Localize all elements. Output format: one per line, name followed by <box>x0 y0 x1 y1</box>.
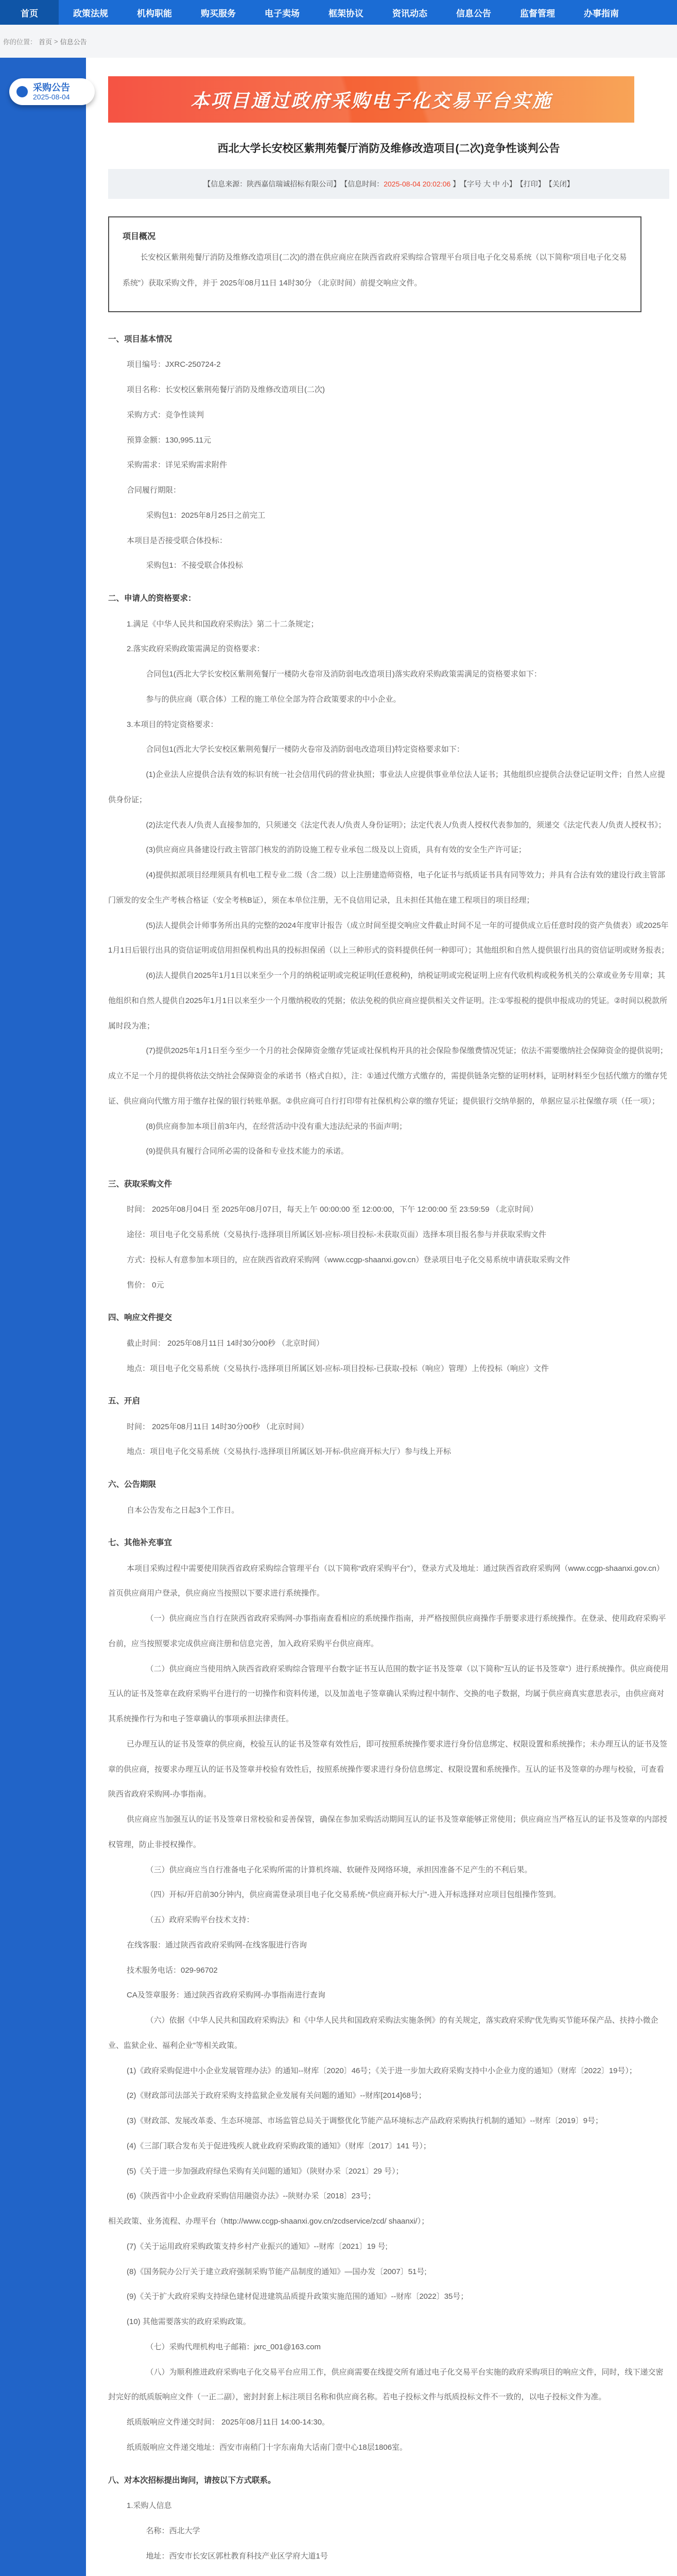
article-paragraph: 采购包1：不接受联合体投标 <box>146 561 243 570</box>
article-paragraph: 地点：项目电子化交易系统（交易执行-选择项目所属区划-开标-供应商开标大厅）参与线上开标 <box>127 1447 451 1456</box>
article-paragraph: (5)《关于进一步加强政府绿色采购有关问题的通知》（陕财办采〔2021〕29 号）； <box>127 2166 404 2176</box>
nav-item-9[interactable]: 监督管理 <box>520 8 555 19</box>
meta-bar <box>108 169 669 199</box>
article-paragraph: 名称：西北大学 <box>146 2526 200 2535</box>
nav-item-7[interactable]: 资讯动态 <box>392 8 427 19</box>
article-paragraph: (8)供应商参加本项目前3年内，在经营活动中没有重大违法纪录的书面声明； <box>146 1122 407 1131</box>
article-paragraph: 时间： 2025年08月04日 至 2025年08月07日，每天上午 00:00:00 至 12:00:00，下午 12:00:00 至 23:59:59 （北京时间） <box>127 1205 538 1214</box>
article-paragraph: （一）供应商应当自行在陕西省政府采购网-办事指南查看相应的系统操作指南，并严格按照供应商操作手册要求进行系统操作。在登录、使用政府采购平台前，应当按照要求完成供应商注册和信息完善，加入政府采购平台供应商库。 <box>108 1614 666 1648</box>
article-paragraph: (2)《财政部司法部关于政府采购支持监狱企业发展有关问题的通知》--财库[2014]68号； <box>127 2091 426 2100</box>
article-paragraph: （八）为顺利推进政府采购电子化交易平台应用工作，供应商需要在线提交所有通过电子化交易平台实施的政府采购项目的响应文件，同时，线下递交密封完好的纸质版响应文件（一正二副），密封封套上标注项目名称和供应商名称。若电子投标文件与纸质投标文件不一致的，以电子投标文件为准。 <box>108 2367 664 2402</box>
article-paragraph: 1.采购人信息 <box>127 2501 172 2510</box>
article-paragraph: (9)《关于扩大政府采购支持绿色建材促进建筑品质提升政策实施范围的通知》--财库〔2022〕35号； <box>127 2292 468 2301</box>
sidebar-category-pill[interactable] <box>9 78 95 105</box>
close-button[interactable]: 【关闭】 <box>545 180 574 188</box>
article-paragraph: 售价： 0元 <box>127 1280 164 1290</box>
article-paragraph: 供应商应当加强互认的证书及签章日常校验和妥善保管，确保在参加采购活动期间互认的证书及签章能够正常使用；供应商应当严格互认的证书及签章的内部授权管理，防止非授权操作。 <box>108 1815 668 1849</box>
nav-item-2[interactable]: 政策法规 <box>73 8 108 19</box>
bullet-dot-icon <box>16 86 28 97</box>
nav-item-4[interactable]: 购买服务 <box>201 8 236 19</box>
nav-item-8[interactable]: 信息公告 <box>456 8 491 19</box>
article-paragraph: 自本公告发布之日起3个工作日。 <box>127 1505 239 1515</box>
nav-item-6[interactable]: 框架协议 <box>328 8 363 19</box>
article-paragraph: 采购方式：竞争性谈判 <box>127 410 204 419</box>
article-paragraph: 时间： 2025年08月11日 14时30分00秒 （北京时间） <box>127 1422 309 1431</box>
article-paragraph: (3)供应商应具备建设行政主管部门核发的消防设施工程专业承包二级及以上资质，具有有效的安全生产许可证； <box>146 845 526 855</box>
nav-item-1[interactable]: 首页 <box>0 0 59 25</box>
article-paragraph: (4)《三部门联合发布关于促进残疾人就业政府采购政策的通知》（财库〔2017〕141 号）； <box>127 2141 431 2150</box>
meta-time-label: 【信息时间： <box>340 180 384 188</box>
meta-time-close: 】 <box>450 180 460 188</box>
meta-source: 【信息来源：陕西嘉信瑞诚招标有限公司】 <box>203 180 341 188</box>
article-paragraph: 地点：项目电子化交易系统（交易执行-选择项目所属区划-应标-项目投标-已获取-投标（响应）管理）上传投标（响应）文件 <box>127 1364 549 1373</box>
article-paragraph: （七）采购代理机构电子邮箱：jxrc_001@163.com <box>146 2342 321 2351</box>
top-nav <box>0 0 677 25</box>
article-paragraph: CA及签章服务：通过陕西省政府采购网-办事指南进行查询 <box>127 1991 325 2000</box>
nav-item-10[interactable]: 办事指南 <box>584 8 619 19</box>
article-paragraph: （六）依据《中华人民共和国政府采购法》和《中华人民共和国政府采购法实施条例》的有关规定，落实政府采购“优先购买节能环保产品、扶持小微企业、监狱企业、福利企业”等相关政策。 <box>108 2016 658 2050</box>
nav-item-5[interactable]: 电子卖场 <box>265 8 300 19</box>
article-paragraph: 1.满足《中华人民共和国政府采购法》第二十二条规定； <box>127 619 319 629</box>
article-paragraph: (1)企业法人应提供合法有效的标识有统一社会信用代码的营业执照；事业法人应提供事业单位法人证书；其他组织应提供合法登记证明文件；自然人应提供身份证； <box>108 770 665 804</box>
article-paragraph: (7)《关于运用政府采购政策支持乡村产业振兴的通知》--财库〔2021〕19 号; <box>127 2242 388 2251</box>
article-paragraph: 2.落实政府采购政策需满足的资格要求： <box>127 645 265 654</box>
page-title: 西北大学长安校区紫荆苑餐厅消防及维修改造项目(二次)竞争性谈判公告 <box>217 143 560 155</box>
article-paragraph: 预算金额：130,995.11元 <box>127 435 211 445</box>
article-paragraph: (9)提供具有履行合同所必需的设备和专业技术能力的承诺。 <box>146 1147 349 1156</box>
article-paragraph: 截止时间： 2025年08月11日 14时30分00秒 （北京时间） <box>127 1338 324 1348</box>
project-overview-box <box>108 216 641 312</box>
article-paragraph: 方式：投标人有意参加本项目的，应在陕西省政府采购网（www.ccgp-shaanxi.gov.cn）登录项目电子化交易系统申请获取采购文件 <box>127 1255 570 1264</box>
meta-time-value: 2025-08-04 20:02:06 <box>384 180 451 188</box>
article-paragraph: 技术服务电话：029-96702 <box>127 1965 218 1975</box>
article-paragraph: (4)提供拟派项目经理须具有机电工程专业二级（含二级）以上注册建造师资格，电子化证书与纸质证书具有同等效力；并具有合法有效的建设行政主管部门颁发的安全生产考核合格证（安全考核B证），须在本单位注册，无不良信用记录，且未担任其他在建工程项目的项目经理； <box>108 871 665 905</box>
article-paragraph: 采购需求：详见采购需求附件 <box>127 461 228 470</box>
breadcrumb <box>0 25 677 58</box>
platform-banner <box>108 76 634 123</box>
article-paragraph: （三）供应商应当自行准备电子化采购所需的计算机终端、软硬件及网络环境，承担因准备不足产生的不利后果。 <box>146 1865 532 1874</box>
section-heading: 三、获取采购文件 <box>108 1180 172 1189</box>
article-paragraph: (3)《财政部、发展改革委、生态环境部、市场监管总局关于调整优化节能产品环境标志产品政府采购执行机制的通知》--财库〔2019〕9号； <box>127 2116 603 2126</box>
sidebar-category-label: 采购公告 <box>33 82 70 93</box>
breadcrumb-separator: > <box>54 37 58 45</box>
article-paragraph: 合同包1(西北大学长安校区紫荆苑餐厅一楼防火卷帘及消防弱电改造项目)特定资格要求如下： <box>146 745 464 754</box>
article-paragraph <box>108 2569 669 2576</box>
article-paragraph: 本项目是否接受联合体投标： <box>127 536 228 545</box>
announcement-article <box>108 327 669 2576</box>
article-paragraph: (6)法人提供自2025年1月1日以来至少一个月的纳税证明或完税证明(任意税种)，纳税证明或完税证明上应有代收机构或税务机关的公章或业务专用章；其他组织和自然人提供自2025年1月1日以来至少一个月缴纳税收的凭据；依法免税的供应商应提供相关文件证明。注:①零报税的提供申报成功的凭证。②时间以税款所属时段为准； <box>108 971 668 1030</box>
section-heading: 五、开启 <box>108 1397 141 1406</box>
article-paragraph: 相关政策、业务流程、办理平台（http://www.ccgp-shaanxi.gov.cn/zcdservice/zcd/ shaanxi/）； <box>108 2217 429 2226</box>
section-heading: 六、公告期限 <box>108 1480 157 1489</box>
section-heading: 七、其他补充事宜 <box>108 1538 172 1548</box>
article-paragraph: 合同包1(西北大学长安校区紫荆苑餐厅一楼防火卷帘及消防弱电改造项目)落实政府采购政策需满足的资格要求如下： <box>146 670 542 679</box>
article-paragraph: 纸质版响应文件递交时间： 2025年08月11日 14:00-14:30。 <box>127 2418 330 2427</box>
article-paragraph: 途径：项目电子化交易系统（交易执行-选择项目所属区划-应标-项目投标-未获取页面）选择本项目报名参与并获取采购文件 <box>127 1230 546 1240</box>
print-button[interactable]: 【打印】 <box>516 180 545 188</box>
nav-item-3[interactable]: 机构职能 <box>137 8 172 19</box>
project-overview-body: 长安校区紫荆苑餐厅消防及维修改造项目(二次)的潜在供应商应在陕西省政府采购综合管理平台项目电子化交易系统（以下简称“项目电子化交易系统”）获取采购文件，并于 2025年08月11日 14时30分 （北京时间）前提交响应文件。 <box>123 253 627 287</box>
section-heading: 一、项目基本情况 <box>108 335 172 344</box>
project-overview-heading: 项目概况 <box>123 232 156 241</box>
section-heading: 四、响应文件提交 <box>108 1313 172 1323</box>
article-paragraph: (5)法人提供会计师事务所出具的完整的2024年度审计报告（成立时间至提交响应文件截止时间不足一年的可提供成立后任意时段的资产负债表）或2025年1月1日后银行出具的资信证明或信用担保机构出具的投标担保函（以上三种形式的资料提供任何一种即可）；其他组织和自然人提供银行出具的资信证明或财务报表； <box>108 921 669 955</box>
breadcrumb-label: 你的位置： <box>3 38 37 46</box>
main-content <box>108 76 669 2576</box>
section-heading: 八、对本次招标提出询问，请按以下方式联系。 <box>108 2476 276 2485</box>
article-paragraph: (2)法定代表人/负责人直接参加的，只须递交《法定代表人/负责人身份证明》；法定代表人/负责人授权代表参加的，须递交《法定代表人/负责人授权书》； <box>146 820 666 829</box>
article-paragraph: 3.本项目的特定资格要求： <box>127 720 218 729</box>
article-paragraph: 项目编号：JXRC-250724-2 <box>127 360 221 369</box>
article-paragraph: (1)《政府采购促进中小企业发展管理办法》的通知--财库〔2020〕46号；《关于进一步加大政府采购支持中小企业力度的通知》（财库〔2022〕19号）； <box>127 2066 637 2075</box>
article-paragraph: 已办理互认的证书及签章的供应商，校验互认的证书及签章有效性后，即可按照系统操作要求进行身份信息绑定、权限设置和系统操作；未办理互认的证书及签章的供应商，按要求办理互认的证书及签章并校验有效性后，按照系统操作要求进行身份信息绑定、权限设置和系统操作。互认的证书及签章的办理与校验，可查看陕西省政府采购网-办事指南。 <box>108 1739 668 1799</box>
article-paragraph: 参与的供应商（联合体）工程的施工单位全部为符合政策要求的中小企业。 <box>146 694 401 704</box>
article-paragraph: 地址：西安市长安区郭杜教育科技产业区学府大道1号 <box>146 2551 328 2561</box>
platform-banner-text: 本项目通过政府采购电子化交易平台实施 <box>190 90 552 111</box>
article-paragraph: (10) 其他需要落实的政府采购政策。 <box>127 2317 251 2327</box>
article-paragraph: 纸质版响应文件递交地址：西安市南稍门十字东南角大话南门壹中心18层1806室。 <box>127 2443 408 2452</box>
section-heading: 二、申请人的资格要求： <box>108 594 196 603</box>
article-paragraph: (6)《陕西省中小企业政府采购信用融资办法》--陕财办采〔2018〕23号； <box>127 2192 376 2201</box>
breadcrumb-current-link[interactable]: 信息公告 <box>60 38 87 46</box>
article-paragraph: (8)《国务院办公厅关于建立政府强制采购节能产品制度的通知》—国办发〔2007〕51号; <box>127 2267 427 2276</box>
article-paragraph: 在线客服：通过陕西省政府采购网-在线客服进行咨询 <box>127 1940 307 1950</box>
breadcrumb-home-link[interactable]: 首页 <box>39 38 53 46</box>
sidebar <box>0 58 86 2576</box>
article-paragraph: 项目名称：长安校区紫荆苑餐厅消防及维修改造项目(二次) <box>127 385 325 395</box>
article-paragraph: （二）供应商应当使用纳入陕西省政府采购综合管理平台数字证书互认范围的数字证书及签章（以下简称“互认的证书及签章”）进行系统操作。供应商使用互认的证书及签章在政府采购平台进行的一切操作和资料传递，以及加盖电子签章确认采购过程中制作、交换的电子数据，均属于供应商真实意思表示，由供应商对其系统操作行为和电子签章确认的事项承担法律责任。 <box>108 1664 669 1724</box>
article-paragraph: 合同履行期限： <box>127 486 181 495</box>
article-paragraph: (7)提供2025年1月1日至今至少一个月的社会保障资金缴存凭证或社保机构开具的社会保险参保缴费情况凭证；依法不需要缴纳社会保障资金的提供说明；成立不足一个月的提供将依法交纳社会保障资金的承诺书（格式自拟），注：①通过代缴方式缴存的，需提供链条完整的证明材料，证明材料至少包括代缴方的缴存凭证、供应商向代缴方用于缴存社保的银行转账单据。②供应商可自行打印带有社保机构公章的缴存凭证；提供银行交纳单据的，单据应显示社保缴存项（任一项）； <box>108 1046 668 1106</box>
article-paragraph: （五）政府采购平台技术支持： <box>146 1916 254 1925</box>
font-size-controls[interactable]: 【字号 大 中 小】 <box>460 180 516 188</box>
sidebar-date: 2025-08-04 <box>33 93 70 101</box>
article-paragraph: （四）开标/开启前30分钟内，供应商需登录项目电子化交易系统-“供应商开标大厅”-进入开标选择对应项目包组操作签到。 <box>146 1890 561 1900</box>
article-paragraph: 本项目采购过程中需要使用陕西省政府采购综合管理平台（以下简称“政府采购平台”），登录方式及地址：通过陕西省政府采购网（www.ccgp-shaanxi.gov.cn）首页供应商用户登录，供应商应当按照以下要求进行系统操作。 <box>108 1564 664 1598</box>
article-paragraph: 采购包1：2025年8月25日之前完工 <box>146 511 266 520</box>
